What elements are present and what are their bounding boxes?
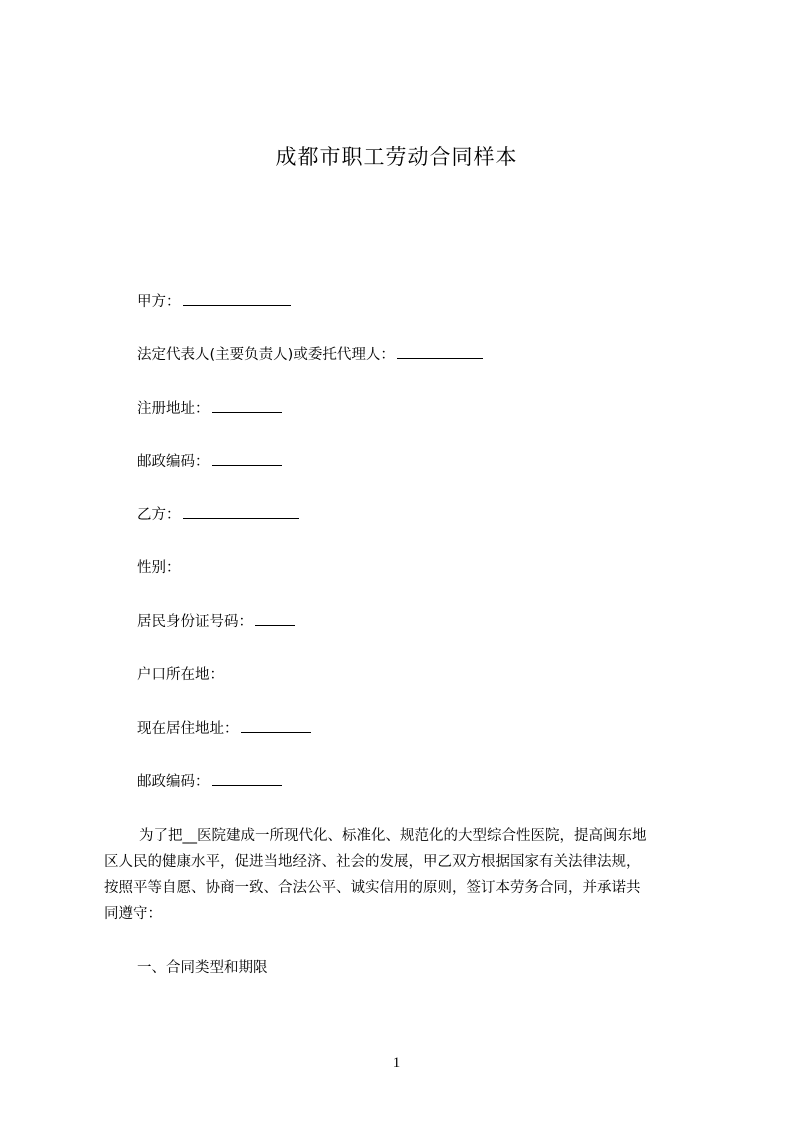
field-reg-address-blank[interactable] [212, 398, 282, 413]
field-legal-rep-blank[interactable] [397, 344, 483, 359]
field-postcode-a-label: 邮政编码： [137, 454, 210, 470]
field-current-address-label: 现在居住地址： [137, 721, 239, 737]
intro-line-2: 区人民的健康水平，促进当地经济、社会的发展，甲乙双方根据国家有关法律法规， [104, 854, 641, 870]
page-number: 1 [392, 1055, 401, 1071]
field-postcode-b-label: 邮政编码： [137, 774, 210, 790]
field-postcode-a [137, 451, 282, 472]
field-id-number-label: 居民身份证号码： [137, 614, 253, 630]
field-household [137, 665, 224, 685]
field-postcode-b [137, 771, 282, 792]
field-id-number [137, 611, 295, 632]
field-legal-rep-label: 法定代表人(主要负责人)或委托代理人： [137, 347, 395, 363]
field-reg-address [137, 398, 282, 419]
section-heading-contract-type: 一、合同类型和期限 [137, 960, 268, 976]
field-gender [137, 558, 181, 578]
field-party-a [137, 291, 291, 312]
field-party-b-label: 乙方： [137, 507, 181, 523]
intro-line-3: 按照平等自愿、协商一致、合法公平、诚实信用的原则，签订本劳务合同，并承诺共 [104, 880, 641, 896]
field-gender-label: 性别： [137, 560, 181, 576]
intro-line-4: 同遵守： [104, 906, 162, 922]
field-household-label: 户口所在地： [137, 667, 224, 683]
intro-line-1: 为了把__医院建成一所现代化、标准化、规范化的大型综合性医院，提高闽东地 [139, 828, 647, 844]
field-party-a-blank[interactable] [183, 291, 291, 306]
field-party-b-blank[interactable] [183, 504, 299, 519]
intro-paragraph [104, 823, 716, 927]
field-current-address [137, 718, 311, 739]
document-title: 成都市职工劳动合同样本 [275, 145, 518, 169]
field-id-number-blank[interactable] [255, 611, 295, 626]
field-postcode-b-blank[interactable] [212, 771, 282, 786]
field-postcode-a-blank[interactable] [212, 451, 282, 466]
field-party-a-label: 甲方： [137, 294, 181, 310]
field-legal-rep [137, 344, 483, 365]
field-reg-address-label: 注册地址： [137, 401, 210, 417]
field-current-address-blank[interactable] [241, 718, 311, 733]
field-party-b [137, 504, 299, 525]
